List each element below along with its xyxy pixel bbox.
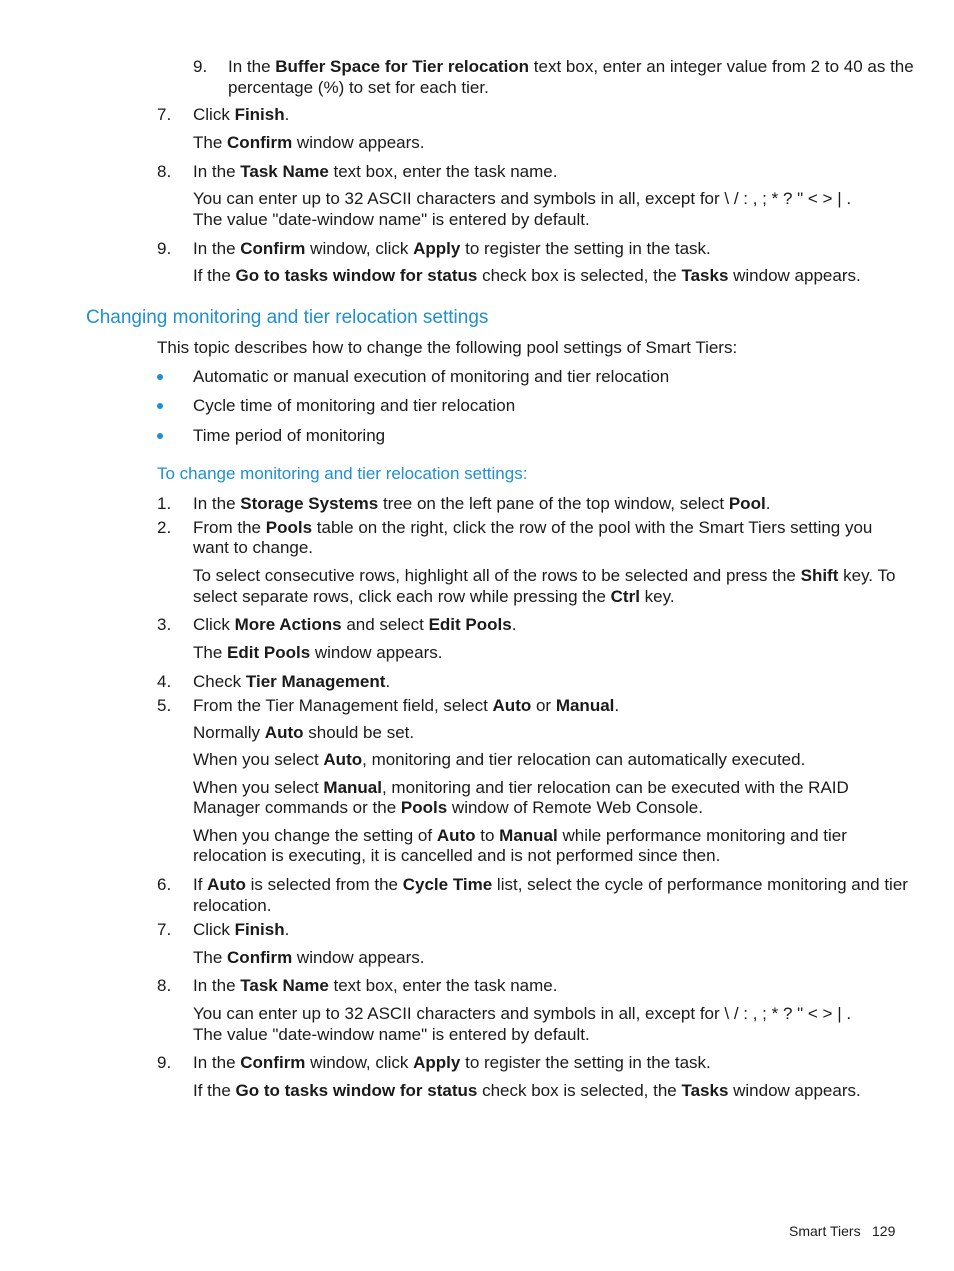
bullet-icon [157, 433, 163, 439]
step-note: The Edit Pools window appears. [193, 643, 443, 662]
step-text: Check Tier Management. [193, 672, 391, 691]
step-number: 1. [157, 494, 172, 513]
step-note: To select consecutive rows, highlight all of the rows to be selected and press the Shift key. To [193, 566, 896, 585]
step-text-cont: percentage (%) to set for each tier. [228, 78, 489, 97]
step-number: 8. [157, 162, 172, 181]
list-item: Cycle time of monitoring and tier relocation [193, 396, 516, 415]
step-text: If Auto is selected from the Cycle Time list, select the cycle of performance monitoring and tier [193, 875, 908, 894]
section-intro: This topic describes how to change the following pool settings of Smart Tiers: [157, 338, 738, 357]
step-number: 6. [157, 875, 172, 894]
step-note: The Confirm window appears. [193, 133, 425, 152]
step-note: select separate rows, click each row while pressing the Ctrl key. [193, 587, 675, 606]
step-text: In the Task Name text box, enter the task name. [193, 976, 558, 995]
step-number: 5. [157, 696, 172, 715]
step-note: You can enter up to 32 ASCII characters and symbols in all, except for \ / : , ; * ? " < > | . [193, 189, 852, 208]
page-number: 129 [872, 1223, 896, 1239]
step-number: 4. [157, 672, 172, 691]
list-item: Automatic or manual execution of monitoring and tier relocation [193, 367, 670, 386]
step-text-cont: relocation. [193, 896, 272, 915]
step-note: You can enter up to 32 ASCII characters and symbols in all, except for \ / : , ; * ? " < > | . [193, 1004, 852, 1023]
step-note: If the Go to tasks window for status check box is selected, the Tasks window appears. [193, 266, 861, 285]
step-text: From the Pools table on the right, click the row of the pool with the Smart Tiers setting you [193, 518, 873, 537]
step-text: From the Tier Management field, select Auto or Manual. [193, 696, 620, 715]
step-text: In the Task Name text box, enter the task name. [193, 162, 558, 181]
step-number: 9. [193, 57, 208, 76]
step-note: When you select Manual, monitoring and tier relocation can be executed with the RAID [193, 778, 849, 797]
procedure-title: To change monitoring and tier relocation settings: [157, 464, 528, 483]
step-note: Manager commands or the Pools window of Remote Web Console. [193, 798, 703, 817]
step-text: In the Confirm window, click Apply to register the setting in the task. [193, 239, 711, 258]
step-number: 3. [157, 615, 172, 634]
step-text: In the Confirm window, click Apply to register the setting in the task. [193, 1053, 711, 1072]
step-note: When you select Auto, monitoring and tier relocation can automatically executed. [193, 750, 806, 769]
step-note: When you change the setting of Auto to Manual while performance monitoring and tier [193, 826, 847, 845]
step-text: Click More Actions and select Edit Pools. [193, 615, 517, 634]
section-title: Changing monitoring and tier relocation settings [86, 307, 489, 328]
step-text: Click Finish. [193, 920, 290, 939]
step-note: If the Go to tasks window for status check box is selected, the Tasks window appears. [193, 1081, 861, 1100]
step-text-cont: want to change. [193, 538, 314, 557]
step-note: The value "date-window name" is entered by default. [193, 210, 590, 229]
step-text: In the Buffer Space for Tier relocation text box, enter an integer value from 2 to 40 as the [228, 57, 914, 76]
footer-section-name: Smart Tiers [789, 1223, 861, 1239]
step-number: 7. [157, 920, 172, 939]
step-note: The Confirm window appears. [193, 948, 425, 967]
step-number: 8. [157, 976, 172, 995]
bullet-icon [157, 374, 163, 380]
step-text: In the Storage Systems tree on the left pane of the top window, select Pool. [193, 494, 771, 513]
bullet-icon [157, 403, 163, 409]
step-text: Click Finish. [193, 105, 290, 124]
step-note: Normally Auto should be set. [193, 723, 415, 742]
step-note: relocation is executing, it is cancelled and is not performed since then. [193, 846, 721, 865]
step-note: The value "date-window name" is entered by default. [193, 1025, 590, 1044]
list-item: Time period of monitoring [193, 426, 386, 445]
step-number: 9. [157, 1053, 172, 1072]
step-number: 7. [157, 105, 172, 124]
step-number: 9. [157, 239, 172, 258]
step-number: 2. [157, 518, 172, 537]
